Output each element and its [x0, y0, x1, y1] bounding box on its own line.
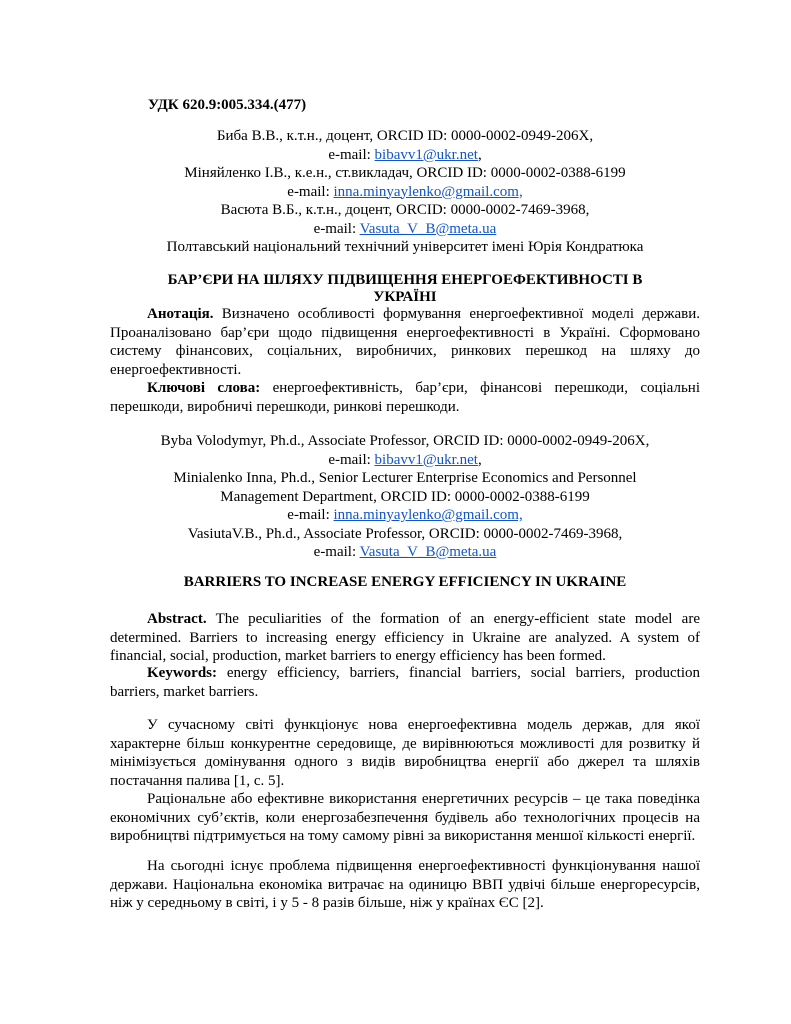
email-prefix: e-mail: — [313, 220, 360, 237]
email-suffix: , — [477, 451, 482, 468]
author-ua-1-email-line — [110, 146, 700, 165]
author-en-3: VasiutaV.B., Ph.d., Associate Professor, ORCID: 0000-0002-7469-3968, — [187, 525, 623, 542]
abstract-ua-text: Визначено особливості формування енергоефективної моделі держави. Проаналізовано бар’єри щодо підвищення енергоефективності в Україні. Сформовано систему фінансових, соціальних, виробничих, ринкових перешкод на шляху до енергоефективності. — [110, 306, 700, 378]
author-ua-3-email-line — [110, 220, 700, 239]
keywords-ua-label: Ключові слова: — [147, 380, 261, 396]
body-paragraph-1: У сучасному світі функціонує нова енергоефективна модель держав, для якої характерне більш конкурентне середовище, де вирівнюються можливості для розвитку й мінімізується домінування одного з видів виробництва енергії або джерел та шляхів постачання палива [1, с. 5]. — [110, 717, 700, 789]
keywords-en-label: Keywords: — [147, 665, 217, 681]
keywords-ua-text: енергоефективність, бар’єри, фінансові перешкоди, соціальні перешкоди, виробничі перешкоди, ринкові перешкоди. — [110, 380, 700, 415]
email-link[interactable]: inna.minyaylenko@gmail.com, — [333, 183, 523, 200]
email-prefix: e-mail: — [313, 544, 360, 560]
udc-code: УДК 620.9:005.334.(477) — [148, 97, 307, 113]
author-en-2-email-line — [110, 506, 700, 525]
body-paragraph-2: Раціональне або ефективне використання енергетичних ресурсів – це така поведінка економічних суб’єктів, коли енергозабезпечення будівель або технологічних процесів на виробництві підтримується на тому самому рівні за використання меншої кількості енергії. — [110, 791, 700, 844]
email-prefix: e-mail: — [287, 183, 334, 200]
abstract-en — [110, 610, 700, 666]
keywords-ua — [110, 379, 700, 416]
author-en-1: Byba Volodymyr, Ph.d., Associate Professor, ORCID ID: 0000-0002-0949-206Х, — [160, 433, 650, 449]
author-ua-3: Васюта В.Б., к.т.н., доцент, ORCID: 0000-0002-7469-3968, — [220, 202, 590, 218]
keywords-en — [110, 664, 700, 701]
authors-ua — [110, 127, 700, 257]
body-paragraph-3: На сьогодні існує проблема підвищення енергоефективності функціонування нашої держави. Національна економіка витрачає на одиницю ВВП удвічі більше енергоресурсів, ніж у середньому в світі, і у 5 - 8 разів більше, ніж у країнах ЄС [2]. — [110, 858, 700, 911]
email-link[interactable]: bibavv1@ukr.net — [374, 451, 478, 468]
author-ua-1: Биба В.В., к.т.н., доцент, ORCID ID: 0000-0002-0949-206Х, — [216, 128, 594, 144]
author-ua-2: Міняйленко І.В., к.е.н., ст.викладач, ORCID ID: 0000-0002-0388-6199 — [184, 165, 626, 181]
author-en-2-line-2: Management Department, ORCID ID: 0000-0002-0388-6199 — [220, 488, 590, 505]
authors-en — [110, 432, 700, 562]
title-ua-line-1: БАР’ЄРИ НА ШЛЯХУ ПІДВИЩЕННЯ ЕНЕРГОЕФЕКТИВНОСТІ В — [167, 272, 643, 288]
author-en-2-line-1: Minialenko Inna, Ph.d., Senior Lecturer Enterprise Economics and Personnel — [173, 470, 637, 486]
email-suffix: , — [477, 146, 482, 163]
abstract-en-text: The peculiarities of the formation of an energy-efficient state model are determined. Barriers to increasing energy efficiency in Ukraine are analyzed. A system of financial, social, production, market barriers to energy efficiency has been formed. — [110, 611, 700, 664]
affiliation-ua: Полтавський національний технічний університет імені Юрія Кондратюка — [166, 239, 644, 255]
email-link[interactable]: Vasuta_V_B@meta.ua — [359, 544, 497, 560]
email-prefix: e-mail: — [287, 507, 334, 523]
email-prefix: e-mail: — [328, 146, 375, 163]
abstract-ua-label: Анотація. — [147, 306, 214, 322]
title-ua — [110, 272, 700, 306]
author-ua-2-email-line — [110, 183, 700, 202]
email-link[interactable]: Vasuta_V_B@meta.ua — [359, 220, 497, 237]
email-prefix: e-mail: — [328, 451, 375, 468]
abstract-ua — [110, 305, 700, 379]
email-link[interactable]: bibavv1@ukr.net — [374, 146, 478, 163]
title-en: BARRIERS TO INCREASE ENERGY EFFICIENCY IN UKRAINE — [183, 574, 627, 590]
email-link[interactable]: inna.minyaylenko@gmail.com, — [333, 507, 523, 523]
author-en-3-email-line — [110, 543, 700, 562]
author-en-1-email-line — [110, 451, 700, 470]
keywords-en-text: energy efficiency, barriers, financial barriers, social barriers, production barriers, market barriers. — [110, 665, 700, 700]
abstract-en-label: Abstract. — [147, 611, 207, 627]
title-ua-line-2: УКРАЇНІ — [373, 289, 437, 305]
